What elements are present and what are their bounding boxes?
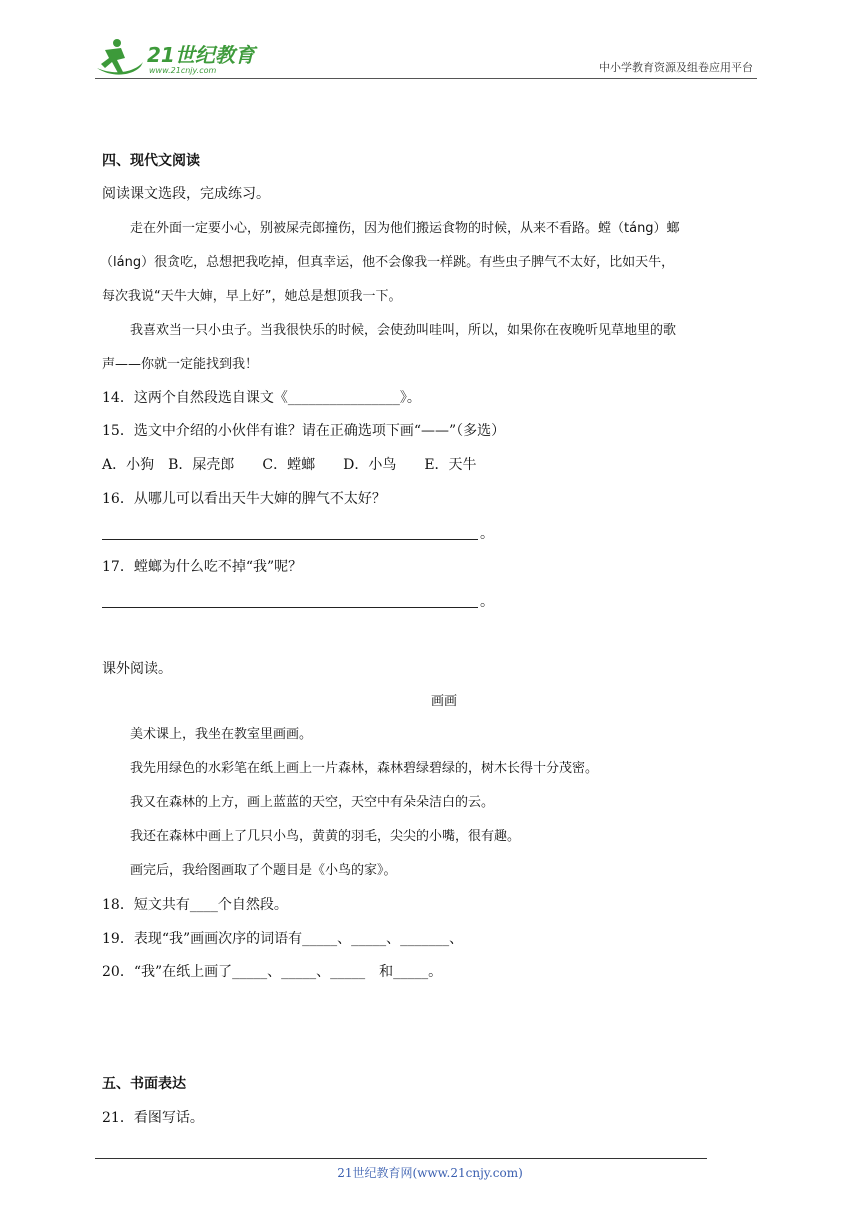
story-paragraph-1: 美术课上，我坐在教室里画画。 (130, 727, 313, 742)
answer-16-period: 。 (480, 526, 494, 542)
question-15-options: A．小狗 B．屎壳郎 C．螳螂 D．小鸟 E．天牛 (102, 457, 477, 473)
footer-divider (95, 1158, 707, 1159)
answer-line-16[interactable] (102, 539, 478, 540)
section-4-intro: 阅读课文选段，完成练习。 (102, 186, 270, 202)
story-title: 画画 (431, 694, 458, 709)
story-paragraph-5: 画完后，我给图画取了个题目是《小鸟的家》。 (130, 863, 397, 878)
passage-1-line-1: 走在外面一定要小心，别被屎壳郎撞伤，因为他们搬运食物的时候，从来不看路。螳（táng）螂 (130, 221, 680, 236)
question-20: 20．“我”在纸上画了_____、_____、_____ 和_____。 (102, 964, 443, 980)
section-5-title: 五、书面表达 (102, 1076, 186, 1092)
question-14: 14．这两个自然段选自课文《________________》。 (102, 390, 421, 406)
question-21: 21．看图写话。 (102, 1110, 204, 1126)
story-paragraph-2: 我先用绿色的水彩笔在纸上画上一片森林，森林碧绿碧绿的，树木长得十分茂密。 (130, 761, 599, 776)
question-17: 17．螳螂为什么吃不掉“我”呢？ (102, 559, 303, 575)
answer-17-period: 。 (480, 594, 494, 610)
section-4-title: 四、现代文阅读 (102, 153, 200, 169)
logo-text: 21世纪教育 (147, 43, 255, 67)
passage-2-line-1: 我喜欢当一只小虫子。当我很快乐的时候，会使劲叫哇叫，所以，如果你在夜晚听见草地里的歌 (130, 323, 677, 338)
passage-2-line-2: 声——你就一定能找到我！ (102, 357, 259, 372)
question-18: 18．短文共有____个自然段。 (102, 897, 288, 913)
question-15: 15．选文中介绍的小伙伴有谁？请在正确选项下画“——”（多选） (102, 423, 506, 439)
site-logo (95, 36, 265, 76)
story-paragraph-3: 我又在森林的上方，画上蓝蓝的天空，天空中有朵朵洁白的云。 (130, 795, 495, 810)
footer-text[interactable]: 21世纪教育网(www.21cnjy.com) (337, 1166, 523, 1180)
extra-reading-intro: 课外阅读。 (102, 661, 172, 677)
story-paragraph-4: 我还在森林中画上了几只小鸟，黄黄的羽毛，尖尖的小嘴，很有趣。 (130, 829, 521, 844)
page-header (95, 36, 757, 79)
passage-1-line-2: （láng）很贪吃，总想把我吃掉，但真幸运，他不会像我一样跳。有些虫子脾气不太好，比如天牛， (100, 255, 675, 270)
question-16: 16．从哪儿可以看出天牛大婶的脾气不太好？ (102, 491, 386, 507)
question-19: 19．表现“我”画画次序的词语有_____、_____、_______、 (102, 931, 464, 947)
platform-name: 中小学教育资源及组卷应用平台 (599, 61, 753, 74)
answer-line-17[interactable] (102, 607, 478, 608)
passage-1-line-3: 每次我说“天牛大婶，早上好”，她总是想顶我一下。 (102, 289, 402, 304)
logo-url: www.21cnjy.com (149, 66, 217, 75)
